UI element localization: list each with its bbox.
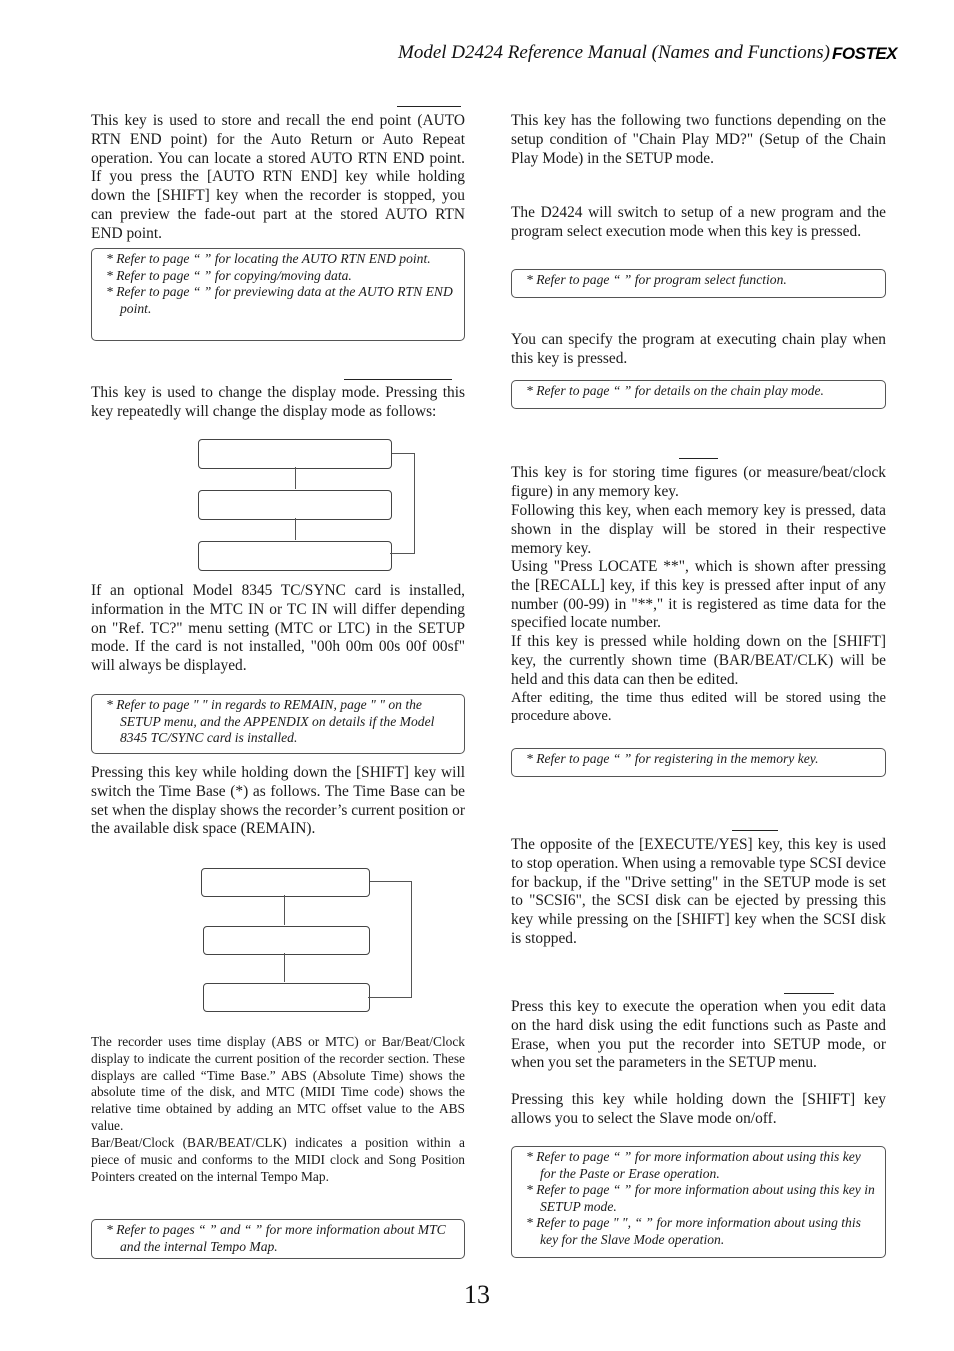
auto-rtn-end-description: This key is used to store and recall the end point (AUTO RTN END point) for the Auto Return or Auto Repeat operation. You can locate a stored AUTO RTN END point. If you press the [AUTO RTN END] key while holding down the [SHIFT] key when the recorder is stopped, you can preview the fade-out part at the stored AUTO RTN END point. <box>91 112 465 242</box>
manual-header-title: Model D2424 Reference Manual (Names and Functions) <box>398 42 830 63</box>
return-line <box>368 997 412 998</box>
note-mtc-tempo-map <box>91 1219 465 1259</box>
chain-play-description: You can specify the program at executing chain play when this key is pressed. <box>511 331 886 367</box>
heading-rule <box>397 106 461 107</box>
note-line: * Refer to page “ ” for registering in the memory key. <box>526 751 819 766</box>
flow-arrow <box>295 467 296 489</box>
display-mode-box <box>198 541 392 571</box>
right-column <box>511 0 886 1351</box>
page-number: 13 <box>464 1280 490 1309</box>
display-mode-box <box>198 490 392 520</box>
fostex-logo: FOSTEX <box>832 44 898 63</box>
flow-arrow <box>284 895 285 925</box>
display-mode-box <box>198 439 392 469</box>
return-line <box>414 453 415 554</box>
tcsync-description: If an optional Model 8345 TC/SYNC card is installed, information in the MTC IN or TC IN will differ depending on "Ref. TC?" menu setting (MTC or LTC) in the SETUP mode. If the card is not installed, "00h 00m 00s 00f 00sf" will always be displayed. <box>91 582 465 675</box>
chain-play-key-description: This key has the following two functions depending on the setup condition of "Chain Play MD?" (Setup of the Chain Play Mode) in the SETUP mode. <box>511 112 886 167</box>
store-key-locate: Using "Press LOCATE **", which is shown after pressing the [RECALL] key, if this key is pressed after input of any number (00-99) in "**," it is registered as time data for the specified locate number. <box>511 558 886 632</box>
return-line <box>411 881 412 998</box>
timebase-description: Pressing this key while holding down the [SHIFT] key will switch the Time Base (*) as follows. The Time Base can be set when the display shows the recorder’s current position or the available disk space (REMAIN). <box>91 764 465 838</box>
timebase-box <box>203 983 370 1012</box>
note-line: * Refer to page “ ” for copying/moving data. <box>106 267 352 283</box>
return-line <box>390 553 415 554</box>
note-execute-key <box>511 1146 886 1258</box>
note-program-select <box>511 269 886 298</box>
store-key-shift: If this key is pressed while holding down on the [SHIFT] key, the currently shown time (BAR/BEAT/CLK) will be held and this data can then be edited. <box>511 633 886 688</box>
note-chain-play <box>511 380 886 409</box>
note-remain-setup <box>91 694 465 754</box>
note-line: * Refer to page “ ” for program select function. <box>526 272 787 287</box>
program-select-description: The D2424 will switch to setup of a new program and the program select execution mode when this key is pressed. <box>511 204 886 240</box>
note-line: * Refer to page “ ” for details on the chain play mode. <box>526 383 824 398</box>
timebase-box <box>201 868 370 897</box>
display-key-description: This key is used to change the display mode. Pressing this key repeatedly will change the display mode as follows: <box>91 384 465 420</box>
barbeatclock-explanation: Bar/Beat/Clock (BAR/BEAT/CLK) indicates a position within a piece of music and conforms to the MIDI clock and Song Position Pointers created on the internal Tempo Map. <box>91 1135 465 1184</box>
heading-rule <box>784 993 834 994</box>
store-key-after-edit: After editing, the time thus edited will be stored using the procedure above. <box>511 690 886 725</box>
note-line: * Refer to page “ ” for locating the AUTO RTN END point. <box>106 251 431 266</box>
heading-rule <box>344 379 452 380</box>
execute-key-description: Press this key to execute the operation when you edit data on the hard disk using the edit functions such as Paste and Erase, when you put the recorder into SETUP mode, or when you set the parameters in the SETUP menu. <box>511 998 886 1072</box>
heading-rule <box>732 830 778 831</box>
timebase-explanation: The recorder uses time display (ABS or MTC) or Bar/Beat/Clock display to indicate the current position of the recorder section. These displays are called “Time Base.” ABS (Absolute Time) shows the absolute time of the disk, and MTC (MIDI Time code) shows the relative time obtained by adding an MTC offset value to the ABS value. <box>91 1034 465 1133</box>
stop-key-description: The opposite of the [EXECUTE/YES] key, this key is used to stop operation. When using a removable type SCSI device for backup, if the "Drive setting" in the SETUP mode is set to "SCSI6", the SCSI disk can be ejected by pressing this key while pressing on the [SHIFT] key when the SCSI disk is stopped. <box>511 836 886 947</box>
note-memory-key <box>511 748 886 777</box>
timebase-box <box>203 926 370 955</box>
note-line: * Refer to page “ ” for more information about using this key in SETUP mode. <box>526 1182 875 1214</box>
execute-key-shift: Pressing this key while holding down the [SHIFT] key allows you to select the Slave mode on/off. <box>511 1091 886 1127</box>
flow-arrow <box>284 953 285 982</box>
heading-rule <box>679 458 718 459</box>
note-line: * Refer to page " ", “ ” for more information about using this key for the Slave Mode operation. <box>526 1215 861 1247</box>
store-key-memory: Following this key, when each memory key is pressed, data shown in the display will be stored in their respective memory key. <box>511 502 886 557</box>
return-arrow <box>370 881 412 882</box>
note-line: * Refer to page " " in regards to REMAIN, page " " on the SETUP menu, and the APPENDIX on details if the Model 8345 TC/SYNC card is installed. <box>106 697 435 746</box>
left-column <box>91 0 465 1351</box>
note-line: * Refer to page “ ” for more information about using this key for the Paste or Erase operation. <box>526 1149 861 1181</box>
store-key-description: This key is for storing time figures (or measure/beat/clock figure) in any memory key. <box>511 464 886 500</box>
note-line: * Refer to page “ ” for previewing data at the AUTO RTN END point. <box>106 284 453 316</box>
return-arrow <box>392 453 415 454</box>
note-line: * Refer to pages “ ” and “ ” for more information about MTC and the internal Tempo Map. <box>106 1222 446 1254</box>
note-auto-rtn-end <box>91 248 465 341</box>
flow-arrow <box>295 518 296 540</box>
